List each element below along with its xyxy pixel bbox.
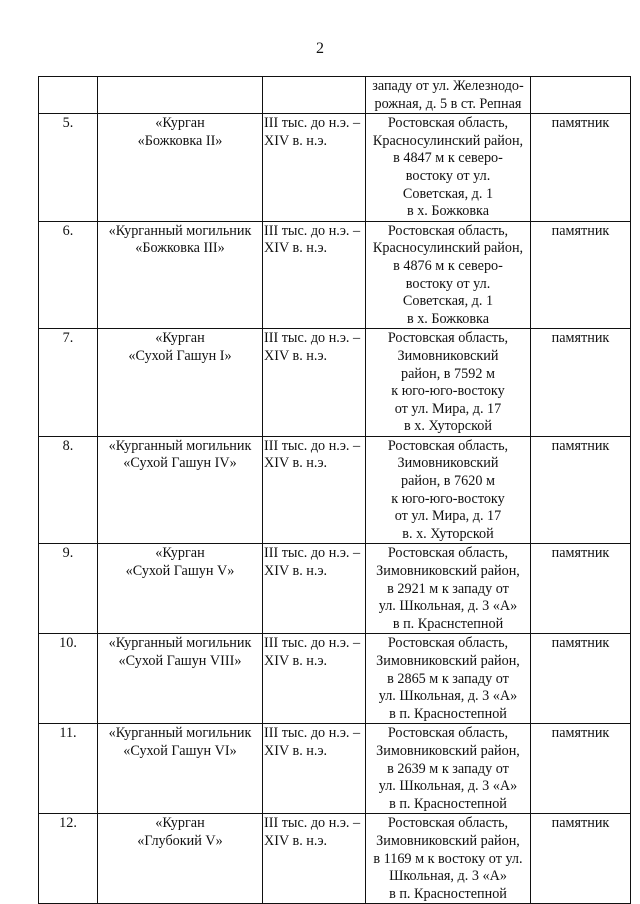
name-line: «Курган <box>155 545 205 562</box>
cell-name <box>98 544 263 634</box>
cell-location <box>366 544 531 634</box>
date-line: XIV в. н.э. <box>264 347 328 364</box>
location-line: Зимовниковский район, <box>376 742 520 759</box>
date-line: III тыс. до н.э. – <box>264 115 361 132</box>
location-line: в п. Красностепной <box>389 885 507 902</box>
cell-date <box>263 724 366 814</box>
table-row-carryover <box>39 77 631 114</box>
location-line: в 4847 м к северо- <box>393 150 503 167</box>
cell-location <box>366 634 531 724</box>
table-row <box>39 114 631 222</box>
location-line: Ростовская область, <box>387 330 509 347</box>
location-line: Советская, д. 1 <box>402 293 494 310</box>
cell-number: 8. <box>39 436 98 544</box>
location-line: Ростовская область, <box>387 545 509 562</box>
location-line: западу от ул. Железнодо- <box>372 78 524 94</box>
location-line: Ростовская область, <box>387 115 509 132</box>
location-line: Ростовская область, <box>387 815 509 832</box>
location-line: ул. Школьная, д. 3 «А» <box>378 688 518 705</box>
location-line: район, в 7592 м <box>401 365 495 382</box>
location-line: Советская, д. 1 <box>402 185 494 202</box>
cell-date <box>263 814 366 904</box>
table-row <box>39 814 631 904</box>
location-line: востоку от ул. <box>405 167 491 184</box>
cell-name <box>98 814 263 904</box>
date-line: XIV в. н.э. <box>264 653 328 669</box>
location-line: Зимовниковский <box>397 455 499 472</box>
location-line: Ростовская область, <box>387 222 509 239</box>
location-line: от ул. Мира, д. 17 <box>394 508 502 525</box>
location-line: к юго-юго-востоку <box>391 383 505 400</box>
date-line: III тыс. до н.э. – <box>264 330 361 347</box>
name-line: «Курган <box>155 115 205 132</box>
location-line: Зимовниковский район, <box>376 563 520 580</box>
date-line: III тыс. до н.э. – <box>264 222 361 239</box>
location-line: Ростовская область, <box>387 437 509 454</box>
name-line: «Божковка III» <box>135 240 225 257</box>
location-line: в х. Божковка <box>406 310 490 327</box>
cell-date <box>263 114 366 222</box>
cell-name <box>98 329 263 437</box>
name-line: «Курганный могильник <box>108 725 252 742</box>
location-line: в х. Хуторской <box>404 418 492 435</box>
date-line: XIV в. н.э. <box>264 455 328 472</box>
cell-number: 9. <box>39 544 98 634</box>
date-line: XIV в. н.э. <box>264 832 328 849</box>
cell-date <box>263 221 366 329</box>
cell-name <box>98 221 263 329</box>
location-line: в х. Божковка <box>406 203 490 220</box>
location-line: в. х. Хуторской <box>402 525 494 542</box>
name-line: «Сухой Гашун I» <box>128 347 232 364</box>
cell-date <box>263 436 366 544</box>
cell-location <box>366 436 531 544</box>
location-line: Ростовская область, <box>387 725 509 742</box>
name-line: «Курганный могильник <box>108 222 252 239</box>
cell-date <box>263 329 366 437</box>
date-line: XIV в. н.э. <box>264 742 328 759</box>
location-line: в 2865 м к западу от <box>387 670 509 687</box>
table-row <box>39 544 631 634</box>
name-line: «Божковка II» <box>137 132 223 149</box>
name-line: «Курган <box>155 815 205 832</box>
cell-number: 11. <box>39 724 98 814</box>
cell-number: 6. <box>39 221 98 329</box>
name-line: «Сухой Гашун IV» <box>123 455 237 472</box>
cell-name <box>98 724 263 814</box>
cell-category: памятник <box>531 724 631 814</box>
location-line: в 1169 м к востоку от ул. <box>373 850 523 867</box>
cell-location <box>366 77 531 114</box>
cell-date <box>263 544 366 634</box>
cell-number: 7. <box>39 329 98 437</box>
cell-category: памятник <box>531 544 631 634</box>
cell-category: памятник <box>531 814 631 904</box>
cell-number: 12. <box>39 814 98 904</box>
cell-location <box>366 814 531 904</box>
location-line: Зимовниковский район, <box>376 653 520 669</box>
cell-category: памятник <box>531 221 631 329</box>
cell-number: 5. <box>39 114 98 222</box>
cell-number <box>39 77 98 114</box>
name-line: «Глубокий V» <box>137 832 223 849</box>
location-line: в 4876 м к северо- <box>393 257 503 274</box>
location-line: в п. Красностепной <box>389 795 507 812</box>
table-row <box>39 724 631 814</box>
date-line: III тыс. до н.э. – <box>264 635 361 652</box>
location-line: в п. Краснстепной <box>392 615 504 632</box>
location-line: ул. Школьная, д. 3 «А» <box>378 778 518 795</box>
date-line: III тыс. до н.э. – <box>264 815 361 832</box>
monuments-table <box>38 76 631 904</box>
location-line: в 2921 м к западу от <box>387 580 509 597</box>
cell-location <box>366 724 531 814</box>
cell-category: памятник <box>531 436 631 544</box>
location-line: Зимовниковский <box>397 347 499 364</box>
cell-date <box>263 77 366 114</box>
location-line: от ул. Мира, д. 17 <box>394 400 502 417</box>
location-line: Школьная, д. 3 «А» <box>389 868 507 885</box>
cell-category: памятник <box>531 329 631 437</box>
cell-location <box>366 329 531 437</box>
date-line: XIV в. н.э. <box>264 240 328 257</box>
cell-number: 10. <box>39 634 98 724</box>
location-line: Красносулинский район, <box>372 132 524 149</box>
location-line: рожная, д. 5 в ст. Репная <box>374 95 522 112</box>
location-line: в п. Красностепной <box>389 705 507 722</box>
cell-name <box>98 436 263 544</box>
location-line: Красносулинский район, <box>372 240 524 257</box>
date-line: III тыс. до н.э. – <box>264 725 361 742</box>
location-line: востоку от ул. <box>405 275 491 292</box>
table-row <box>39 329 631 437</box>
name-line: «Курганный могильник <box>108 635 252 652</box>
cell-location <box>366 114 531 222</box>
table-row <box>39 436 631 544</box>
location-line: Ростовская область, <box>387 635 509 652</box>
cell-name <box>98 77 263 114</box>
page-number: 2 <box>316 40 324 57</box>
location-line: район, в 7620 м <box>401 473 495 490</box>
cell-category <box>531 77 631 114</box>
location-line: в 2639 м к западу от <box>387 760 509 777</box>
date-line: XIV в. н.э. <box>264 132 328 149</box>
cell-category: памятник <box>531 114 631 222</box>
date-line: III тыс. до н.э. – <box>264 545 361 562</box>
location-line: к юго-юго-востоку <box>391 490 505 507</box>
cell-location <box>366 221 531 329</box>
cell-name <box>98 114 263 222</box>
table-body <box>39 77 631 904</box>
name-line: «Сухой Гашун V» <box>125 563 235 580</box>
date-line: III тыс. до н.э. – <box>264 437 361 454</box>
location-line: ул. Школьная, д. 3 «А» <box>378 598 518 615</box>
location-line: Зимовниковский район, <box>376 832 520 849</box>
cell-name <box>98 634 263 724</box>
table-row <box>39 221 631 329</box>
cell-date <box>263 634 366 724</box>
name-line: «Сухой Гашун VIII» <box>118 653 242 669</box>
date-line: XIV в. н.э. <box>264 563 328 580</box>
table-row <box>39 634 631 724</box>
name-line: «Сухой Гашун VI» <box>123 742 237 759</box>
name-line: «Курган <box>155 330 205 347</box>
cell-category: памятник <box>531 634 631 724</box>
name-line: «Курганный могильник <box>108 437 252 454</box>
